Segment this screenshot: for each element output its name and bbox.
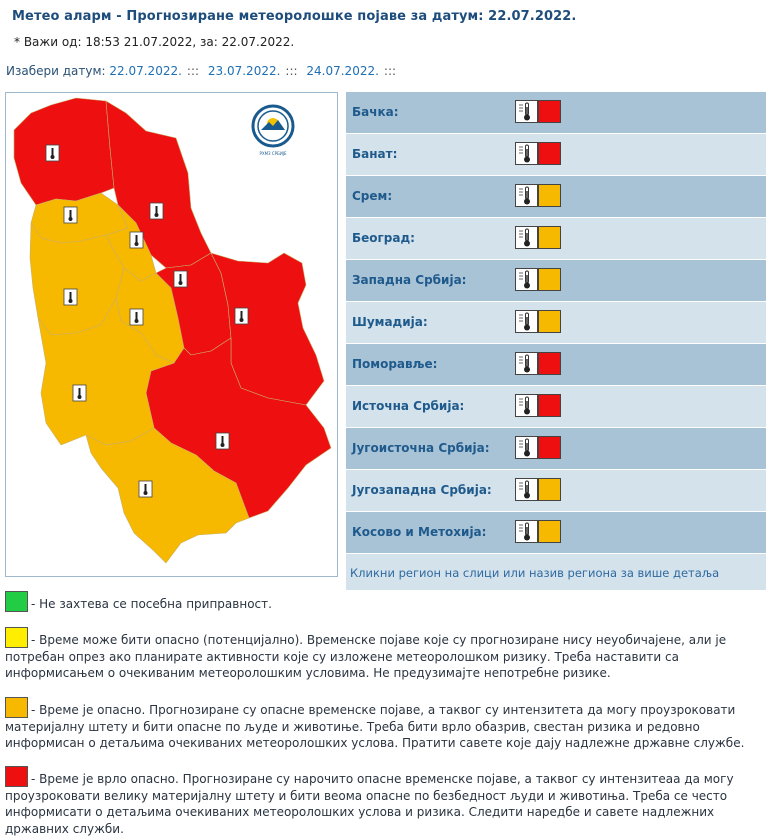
legend-swatch [5,627,28,648]
legend-swatch [5,591,28,612]
warning-indicator [515,352,561,375]
level-swatch [539,437,561,459]
warning-indicator [515,394,561,417]
region-row[interactable] [346,428,766,470]
date-picker-label: Изабери датум: [6,64,106,78]
date-link-1[interactable]: 22.07.2022. [109,64,182,78]
thermometer-icon [516,521,538,543]
thermometer-icon [130,309,143,325]
region-name[interactable]: Поморавље: [352,357,438,371]
thermometer-icon [174,271,187,287]
level-swatch [539,521,561,543]
legend-orange [5,697,767,752]
legend-swatch [5,697,28,718]
legend-red [5,766,767,837]
region-row[interactable] [346,386,766,428]
region-name[interactable]: Бачка: [352,105,399,119]
level-swatch [539,227,561,249]
level-swatch [539,101,561,123]
map-hint [346,554,766,590]
region-row[interactable] [346,176,766,218]
region-name[interactable]: Срем: [352,189,393,203]
region-row[interactable] [346,92,766,134]
warning-indicator [515,142,561,165]
warning-indicator [515,184,561,207]
thermometer-icon [235,308,248,324]
thermometer-icon [216,433,229,449]
region-name[interactable]: Шумадија: [352,315,428,329]
thermometer-icon [64,207,77,223]
region-list [346,92,766,590]
region-row[interactable] [346,344,766,386]
map-hint-text: Кликни регион на слици или назив региона за више детаља [350,566,720,580]
logo-text: РХМЗ СРБИЈЕ [259,151,287,156]
map-region-backa[interactable] [14,98,114,205]
region-name[interactable]: Банат: [352,147,398,161]
legend-green [5,591,767,613]
region-row[interactable] [346,470,766,512]
date-link-2[interactable]: 23.07.2022. [207,64,281,78]
level-swatch [539,395,561,417]
date-link-3[interactable]: 24.07.2022. [306,64,379,78]
region-name[interactable]: Београд: [352,231,415,245]
warning-indicator [515,268,561,291]
thermometer-icon [46,145,59,161]
level-swatch [539,143,561,165]
page-title: Метео аларм - Прогнозиране метеоролошке појаве за датум: 22.07.2022. [12,9,577,24]
thermometer-icon [139,481,152,497]
legend-text: - Време може бити опасно (потенцијално). Временске појаве које су прогнозиране нису неуобичајене, али је потребан опрез ако планирате активности које су изложене метеоролошком ризику. Треба наставити са информисањем о очекиваним метеоролошким условима. Не предузимајте непотребне ризике. [5,633,727,680]
warning-indicator [515,520,561,543]
thermometer-icon [516,479,538,501]
level-swatch [539,269,561,291]
thermometer-icon [516,395,538,417]
date-separator: ::: [383,64,397,78]
region-row[interactable] [346,134,766,176]
level-swatch [539,311,561,333]
date-separator: ::: [285,64,298,78]
legend-text: - Време је опасно. Прогнозиране су опасне временске појаве, а таквог су интензитета да могу проузроковати материјалну штету и бити опасне по људе и животиње. Треба бити врло обазрив, свестан ризика и редовно информисан о детаљима очекиваних метеоролошких услова. Пратити савете које дају надлежне државне службе. [5,703,745,750]
thermometer-icon [516,269,538,291]
warning-indicator [515,478,561,501]
rhmz-logo-icon [253,106,293,156]
region-row[interactable] [346,260,766,302]
thermometer-icon [516,437,538,459]
region-name[interactable]: Западна Србија: [352,273,467,287]
warning-indicator [515,100,561,123]
region-name[interactable]: Југоисточна Србија: [352,441,490,455]
thermometer-icon [73,385,86,401]
region-row[interactable] [346,512,766,554]
legend-swatch [5,766,28,787]
thermometer-icon [516,101,538,123]
region-name[interactable]: Источна Србија: [352,399,465,413]
region-row[interactable] [346,218,766,260]
level-swatch [539,353,561,375]
warning-indicator [515,310,561,333]
thermometer-icon [516,227,538,249]
region-name[interactable]: Косово и Метохија: [352,525,487,539]
warning-indicator [515,226,561,249]
region-name[interactable]: Југозападна Србија: [352,483,492,497]
thermometer-icon [516,311,538,333]
thermometer-icon [64,289,77,305]
thermometer-icon [516,143,538,165]
thermometer-icon [130,232,143,248]
date-picker [6,64,401,78]
validity-text: * Важи од: 18:53 21.07.2022, за: 22.07.2022. [14,35,295,49]
legend-yellow [5,627,767,682]
legend-text: - Време је врло опасно. Прогнозиране су нарочито опасне временске појаве, а таквог су интензитеаа да могу проузроковати велику материјалну штету и бити веома опасне по безбедност људи и животиња. Треба се често информисати о детаљима очекиваних метеоролошких услова и ризика. Следити наредбе и савете надлежних државних служби. [5,772,734,836]
thermometer-icon [150,203,163,219]
level-swatch [539,185,561,207]
legend-text: - Не захтева се посебна приправност. [31,597,272,611]
thermometer-icon [516,185,538,207]
warning-indicator [515,436,561,459]
region-row[interactable] [346,302,766,344]
date-separator: ::: [186,64,200,78]
thermometer-icon [516,353,538,375]
level-swatch [539,479,561,501]
serbia-map [5,92,338,577]
